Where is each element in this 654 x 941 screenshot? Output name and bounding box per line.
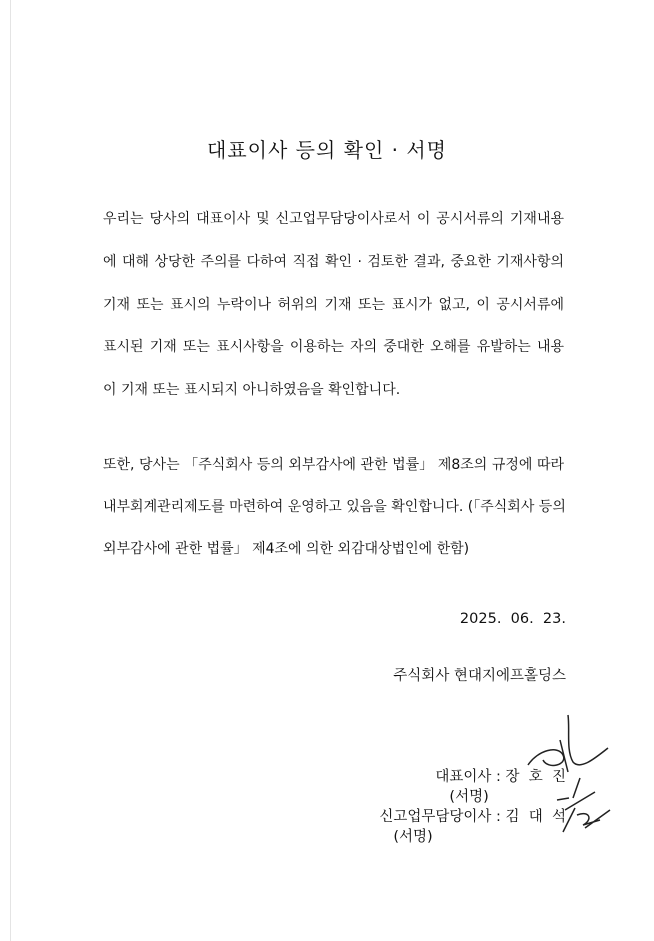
company-name: 주식회사 현대지에프홀딩스 — [393, 668, 566, 684]
paragraph-line: 이 기재 또는 표시되지 아니하였음을 확인합니다. — [103, 382, 401, 398]
paragraph-line: 외부감사에 관한 법률」 제4조에 의한 외감대상법인에 한함) — [103, 541, 470, 557]
sign-label: (서명) — [393, 829, 433, 845]
officer-handwritten-signature — [555, 770, 615, 840]
disclosure-officer-signature-line — [370, 787, 566, 847]
paragraph-line: 내부회계관리제도를 마련하여 운영하고 있음을 확인합니다. (「주식회사 등의 — [103, 499, 566, 515]
paragraph-line: 우리는 당사의 대표이사 및 신고업무담당이사로서 이 공시서류의 기재내용 — [103, 211, 564, 227]
signer-role: 대표이사 : 장 호 진 — [435, 769, 566, 785]
date: 2025. 06. 23. — [459, 611, 566, 627]
document-title: 대표이사 등의 확인 · 서명 — [207, 138, 447, 162]
paragraph-line: 표시된 기재 또는 표시사항을 이용하는 자의 중대한 오해를 유발하는 내용 — [103, 339, 564, 355]
paragraph-line: 에 대해 상당한 주의를 다하여 직접 확인 · 검토한 결과, 중요한 기재사항의 — [103, 254, 564, 270]
sign-label: (서명) — [449, 789, 489, 805]
paragraph-line: 또한, 당사는 「주식회사 등의 외부감사에 관한 법률」 제8조의 규정에 따라 — [103, 457, 564, 473]
signer-role: 신고업무담당이사 : 김 대 석 — [379, 809, 566, 825]
paragraph-line: 기재 또는 표시의 누락이나 허위의 기재 또는 표시가 없고, 이 공시서류에 — [103, 297, 564, 313]
